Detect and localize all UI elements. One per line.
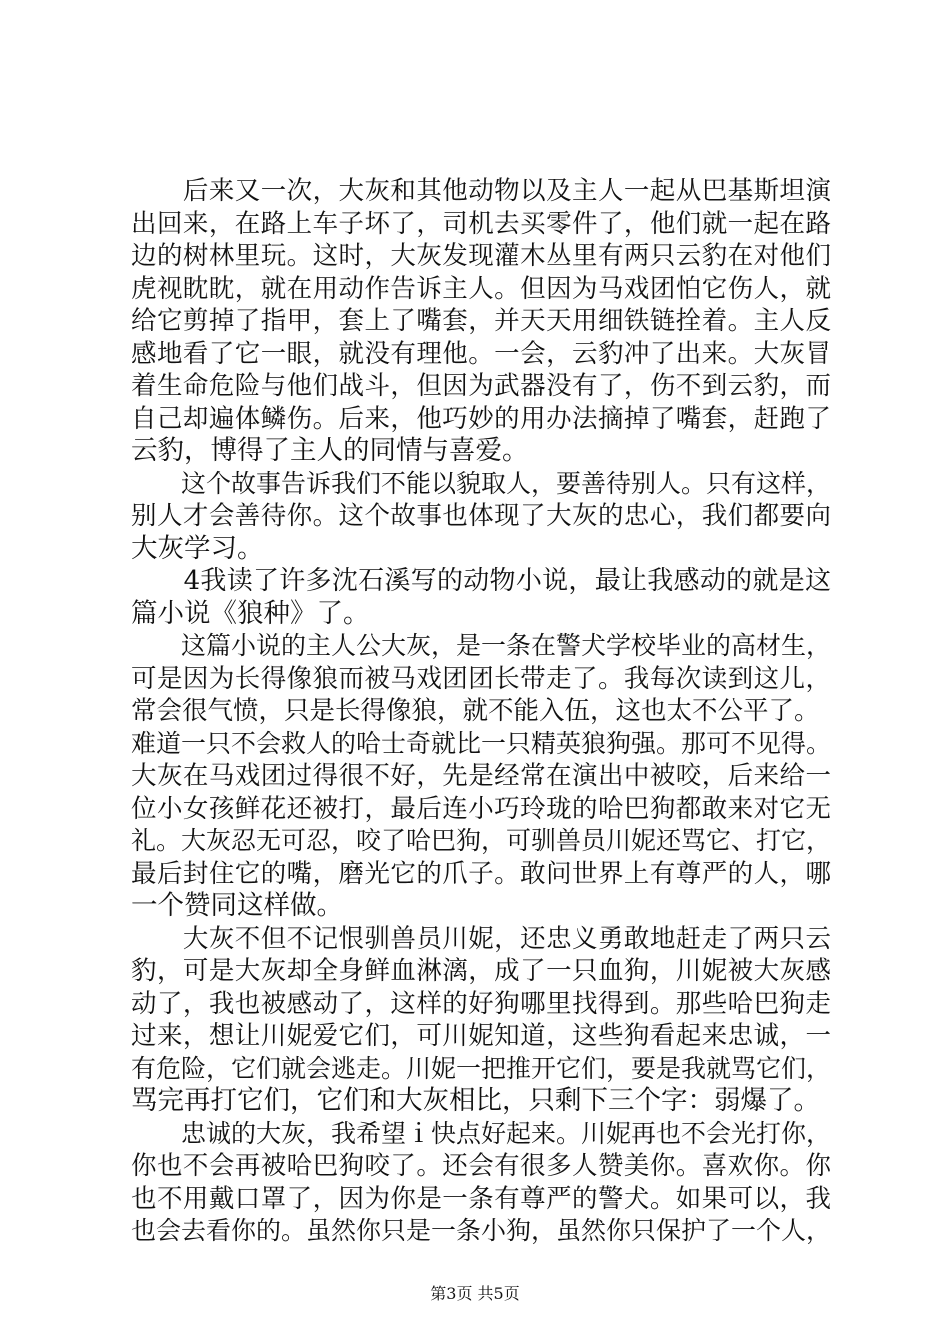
text-line: 这篇小说的主人公大灰，是一条在警犬学校毕业的高材生， bbox=[131, 631, 832, 660]
text-line: 可是因为长得像狼而被马戏团团长带走了。我每次读到这儿， bbox=[131, 663, 831, 694]
text-line: 也不用戴口罩了，因为你是一条有尊严的警犬。如果可以，我 bbox=[131, 1183, 831, 1214]
text-line: 大灰不但不记恨驯兽员川妮，还忠义勇敢地赶走了两只云 bbox=[131, 923, 831, 954]
text-line: 你也不会再被哈巴狗咬了。还会有很多人赞美你。喜欢你。你 bbox=[131, 1151, 831, 1181]
text-line: 后来又一次，大灰和其他动物以及主人一起从巴基斯坦演 bbox=[131, 176, 831, 206]
text-line: 感地看了它一眼，就没有理他。一会，云豹冲了出来。大灰冒 bbox=[131, 338, 831, 369]
text-line: 虎视眈眈，就在用动作告诉主人。但因为马戏团怕它伤人，就 bbox=[131, 273, 831, 304]
document-body bbox=[131, 175, 831, 1248]
text-line: 位小女孩鲜花还被打，最后连小巧玲珑的哈巴狗都敢来对它无 bbox=[131, 793, 831, 824]
text-line: 篇小说《狼种》了。 bbox=[131, 597, 370, 629]
text-line: 着生命危险与他们战斗，但因为武器没有了，伤不到云豹，而 bbox=[131, 371, 831, 401]
text-line: 豹，可是大灰却全身鲜血淋漓，成了一只血狗，川妮被大灰感 bbox=[131, 956, 831, 986]
text-line: 别人才会善待你。这个故事也体现了大灰的忠心，我们都要向 bbox=[131, 501, 831, 531]
text-line: 这个故事告诉我们不能以貌取人，要善待别人。只有这样， bbox=[131, 468, 832, 498]
text-line: 大灰在马戏团过得很不好，先是经常在演出中被咬，后来给一 bbox=[131, 761, 831, 791]
text-line: 最后封住它的嘴，磨光它的爪子。敢问世界上有尊严的人，哪 bbox=[131, 858, 831, 889]
text-line: 骂完再打它们，它们和大灰相比，只剩下三个字：弱爆了。 bbox=[131, 1085, 820, 1116]
text-line: 常会很气愤，只是长得像狼，就不能入伍，这也太不公平了。 bbox=[131, 696, 820, 726]
text-line: 大灰学习。 bbox=[131, 532, 264, 564]
text-line: 过来，想让川妮爱它们，可川妮知道，这些狗看起来忠诚，一 bbox=[131, 1021, 831, 1051]
text-line: 礼。大灰忍无可忍，咬了哈巴狗，可驯兽员川妮还骂它、打它， bbox=[131, 826, 832, 855]
text-line: 自己却遍体鳞伤。后来，他巧妙的用办法摘掉了嘴套，赶跑了 bbox=[131, 403, 831, 434]
text-line: 边的树林里玩。这时，大灰发现灌木丛里有两只云豹在对他们 bbox=[131, 241, 831, 271]
text-line: 云豹，博得了主人的同情与喜爱。 bbox=[131, 435, 529, 466]
text-line: 有危险，它们就会逃走。川妮一把推开它们，要是我就骂它们， bbox=[131, 1053, 832, 1083]
text-line: 也会去看你的。虽然你只是一条小狗，虽然你只保护了一个人， bbox=[131, 1216, 832, 1245]
text-line: 给它剪掉了指甲，套上了嘴套，并天天用细铁链拴着。主人反 bbox=[131, 306, 831, 336]
text-line: 4我读了许多沈石溪写的动物小说，最让我感动的就是这 bbox=[131, 566, 831, 596]
text-line: 一个赞同这样做。 bbox=[131, 890, 343, 921]
text-line: 出回来，在路上车子坏了，司机去买零件了，他们就一起在路 bbox=[131, 208, 831, 239]
text-line: 忠诚的大灰，我希望ｉ快点好起来。川妮再也不会光打你， bbox=[131, 1118, 832, 1148]
text-line: 难道一只不会救人的哈士奇就比一只精英狼狗强。那可不见得。 bbox=[131, 728, 832, 758]
text-line: 动了，我也被感动了，这样的好狗哪里找得到。那些哈巴狗走 bbox=[131, 988, 831, 1019]
page-footer: 第3页 共5页 bbox=[430, 1284, 520, 1303]
